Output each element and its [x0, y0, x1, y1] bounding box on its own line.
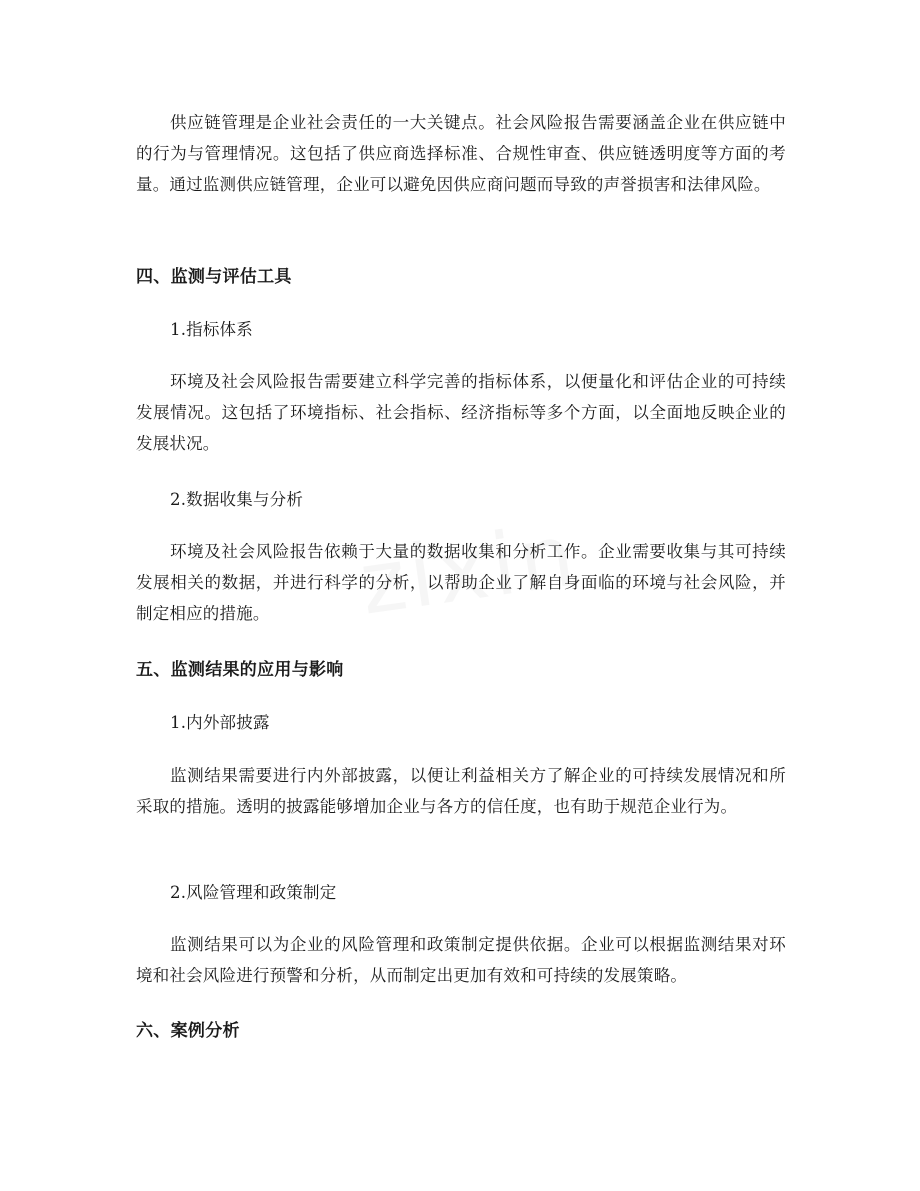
paragraph-risk-policy: 监测结果可以为企业的风险管理和政策制定提供依据。企业可以根据监测结果对环境和社会风险进行预警和分析，从而制定出更加有效和可持续的发展策略。	[136, 935, 786, 985]
paragraph-data-collection: 环境及社会风险报告依赖于大量的数据收集和分析工作。企业需要收集与其可持续发展相关的数据，并进行科学的分析，以帮助企业了解自身面临的环境与社会风险，并制定相应的措施。	[136, 542, 786, 623]
section-heading-4: 四、监测与评估工具	[136, 267, 292, 287]
subheading-indicator-system: 1.指标体系	[170, 320, 253, 339]
subheading-risk-policy: 2.风险管理和政策制定	[170, 883, 337, 902]
section-heading-5: 五、监测结果的应用与影响	[136, 660, 344, 680]
section-heading-6: 六、案例分析	[136, 1021, 240, 1041]
subheading-disclosure: 1.内外部披露	[170, 713, 270, 732]
subheading-data-collection: 2.数据收集与分析	[170, 490, 304, 509]
paragraph-supply-chain: 供应链管理是企业社会责任的一大关键点。社会风险报告需要涵盖企业在供应链中的行为与管理情况。这包括了供应商选择标准、合规性审查、供应链透明度等方面的考量。通过监测供应链管理，企业可以避免因供应商问题而导致的声誉损害和法律风险。	[136, 113, 786, 194]
paragraph-indicator-system: 环境及社会风险报告需要建立科学完善的指标体系，以便量化和评估企业的可持续发展情况。这包括了环境指标、社会指标、经济指标等多个方面，以全面地反映企业的发展状况。	[136, 372, 786, 453]
paragraph-disclosure: 监测结果需要进行内外部披露，以便让利益相关方了解企业的可持续发展情况和所采取的措施。透明的披露能够增加企业与各方的信任度，也有助于规范企业行为。	[136, 766, 786, 816]
